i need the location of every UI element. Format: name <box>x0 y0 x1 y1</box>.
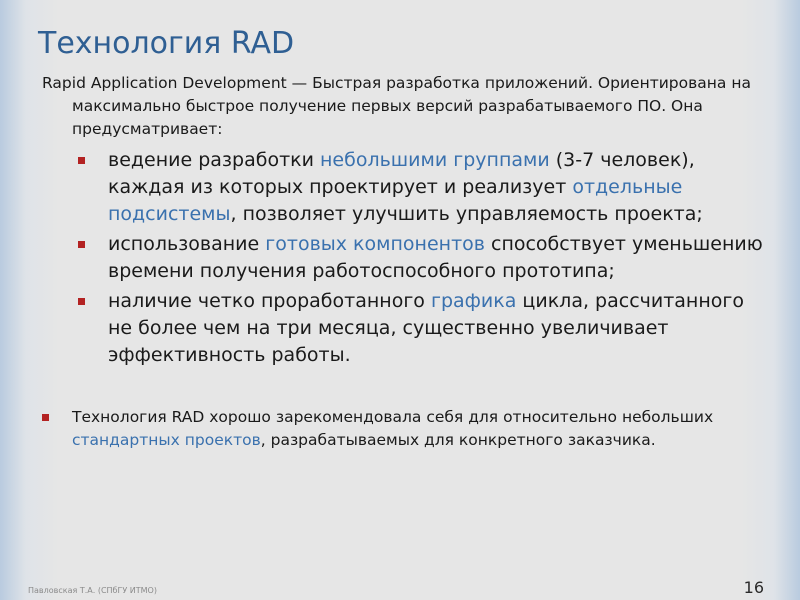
square-bullet-icon <box>78 298 85 305</box>
highlight-text: готовых компонентов <box>265 233 485 255</box>
list-item <box>78 288 768 369</box>
list-item <box>78 231 768 285</box>
highlight-text: стандартных проектов <box>72 431 261 449</box>
closing-paragraph <box>42 406 800 452</box>
highlight-text: отдельные подсистемы <box>108 176 683 225</box>
intro-paragraph: Rapid Application Development — Быстрая разработка приложений. Ориентирована на максимально быстрое получение первых версий разрабатываемого ПО. Она предусматривает: <box>42 74 751 138</box>
item-text: ведение разработки <box>108 149 320 171</box>
item-text: наличие четко проработанного <box>108 290 431 312</box>
item-text: использование <box>108 233 266 255</box>
highlight-text: небольшими группами <box>320 149 550 171</box>
item-text: способствует уменьшению времени получения работоспособного прототипа; <box>108 233 763 282</box>
item-text: , позволяет улучшить управляемость проекта; <box>230 203 703 225</box>
item-text: (3-7 человек), каждая из которых проектирует и реализует <box>108 149 695 198</box>
list-item <box>78 147 768 228</box>
highlight-text: графика <box>430 290 517 312</box>
square-bullet-icon <box>42 414 49 421</box>
sub-bullet-list <box>78 147 768 372</box>
square-bullet-icon <box>78 157 85 164</box>
page-number: 16 <box>743 578 764 597</box>
slide-title: Технология RAD <box>38 26 295 61</box>
square-bullet-icon <box>78 241 85 248</box>
footer-author: Павловская Т.А. (СПбГУ ИТМО) <box>28 586 157 595</box>
item-text: цикла, рассчитанного не более чем на три месяца, существенно увеличивает эффективность работы. <box>108 290 744 366</box>
closing-text: , разрабатываемых для конкретного заказчика. <box>260 431 656 449</box>
closing-text: Технология RAD хорошо зарекомендовала себя для относительно небольших <box>72 408 714 426</box>
